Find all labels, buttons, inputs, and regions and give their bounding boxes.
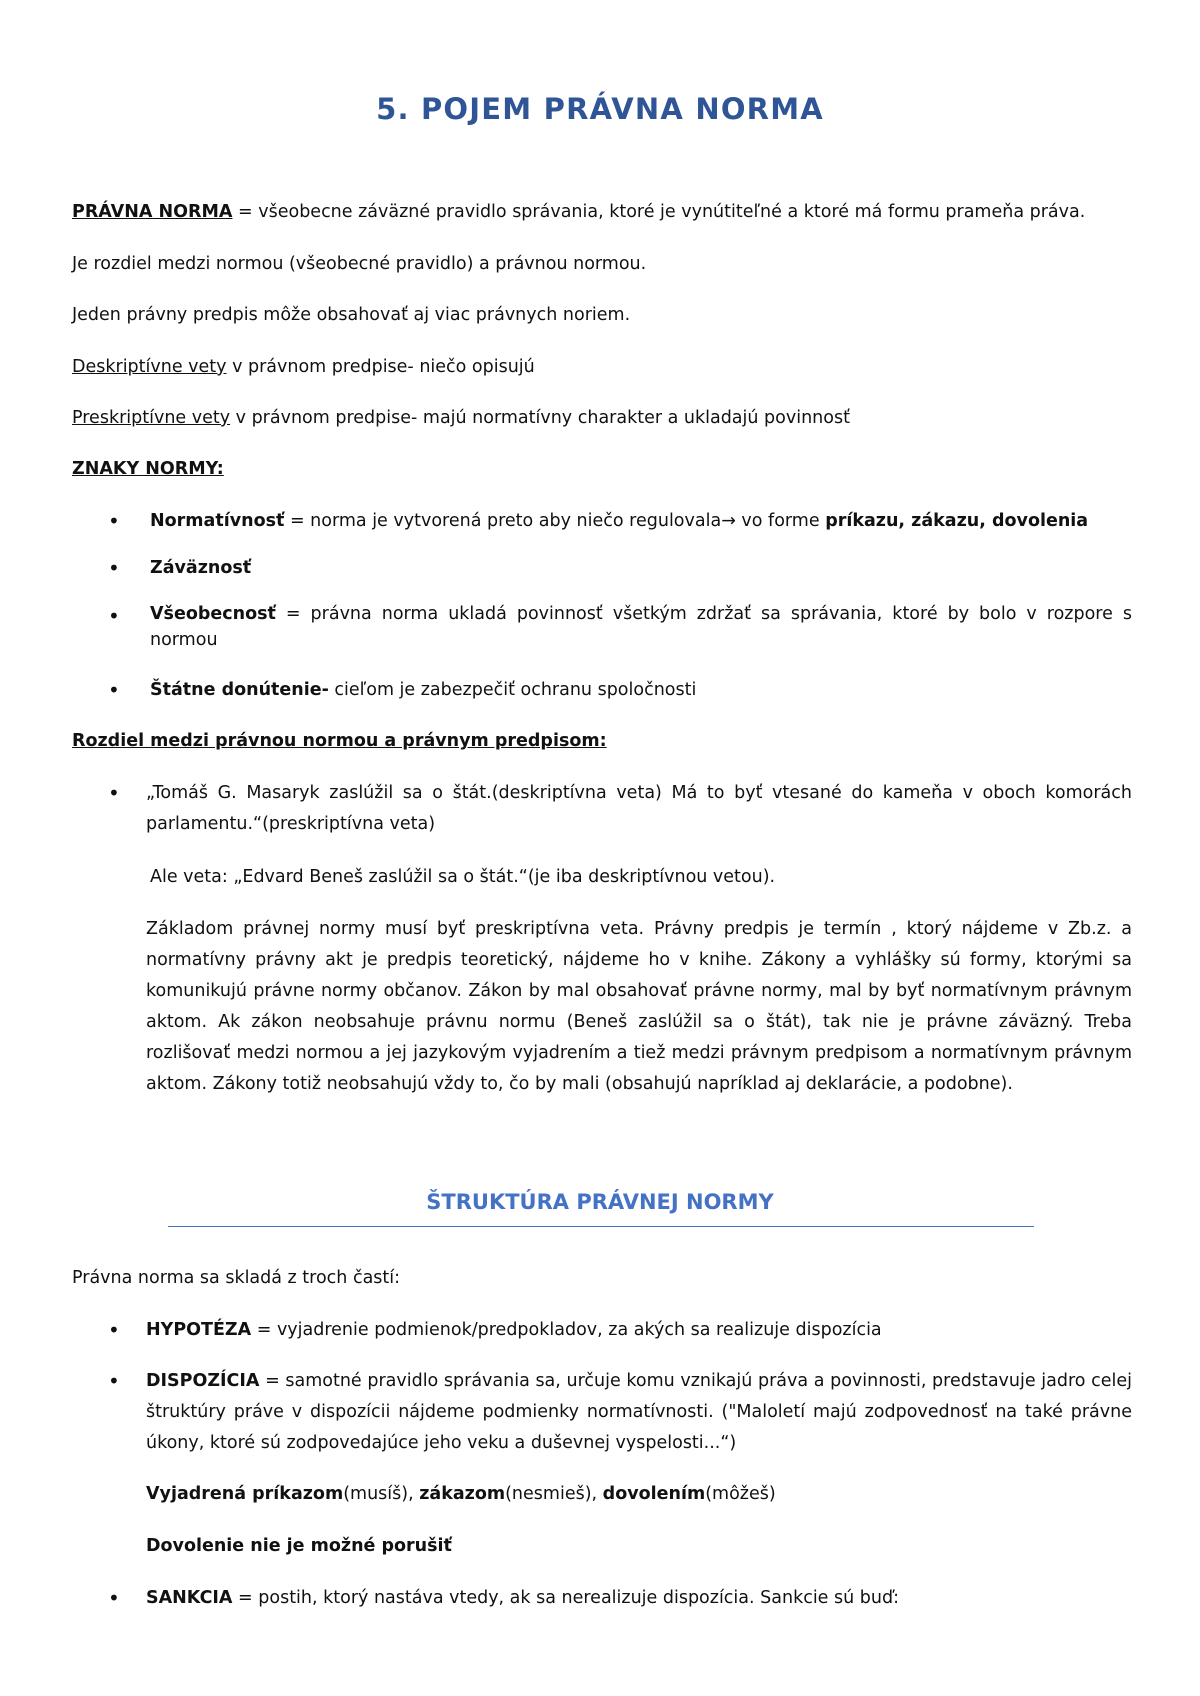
section-heading-signs: ZNAKY NORMY: — [72, 459, 224, 479]
section-heading-difference: Rozdiel medzi právnou normou a právnym predpisom: — [72, 731, 607, 751]
bullet-icon: • — [108, 678, 120, 702]
list-item: Všeobecnosť = právna norma ukladá povinnosť všetkým zdržať sa správania, ktoré by bolo v rozpore s normou — [150, 604, 1132, 650]
bullet-icon: • — [108, 604, 120, 628]
paragraph: Právna norma sa skladá z troch častí: — [72, 1268, 401, 1288]
list-item: HYPOTÉZA = vyjadrenie podmienok/predpokladov, za akých sa realizuje dispozícia — [146, 1320, 882, 1340]
heading-divider — [168, 1226, 1034, 1227]
arrow-icon: → — [721, 511, 736, 531]
bullet-icon: • — [108, 1318, 120, 1342]
list-item: SANKCIA = postih, ktorý nastáva vtedy, ak sa nerealizuje dispozícia. Sankcie sú buď: — [146, 1588, 899, 1608]
definition-paragraph — [72, 197, 1132, 227]
list-item: „Tomáš G. Masaryk zaslúžil sa o štát.(deskriptívna veta) Má to byť vtesané do kameňa v oboch komorách parlamentu.“(preskriptívna veta) — [146, 783, 1132, 834]
definition-text: = všeobecne záväzné pravidlo správania, ktoré je vynútiteľné a ktoré má formu prameňa práva. — [232, 202, 1086, 222]
prescriptive-text: v právnom predpise- majú normatívny charakter a ukladajú povinnosť — [230, 408, 850, 428]
bullet-icon: • — [108, 556, 120, 580]
bullet-icon: • — [108, 1369, 120, 1393]
bullet-icon: • — [108, 1586, 120, 1610]
paragraph: Jeden právny predpis môže obsahovať aj viac právnych noriem. — [72, 305, 631, 325]
paragraph: Dovolenie nie je možné porušiť — [146, 1536, 452, 1556]
list-item: Štátne donútenie- cieľom je zabezpečiť ochranu spoločnosti — [150, 680, 697, 700]
bullet-icon: • — [108, 781, 120, 805]
definition-term: PRÁVNA NORMA — [72, 202, 233, 222]
list-item: Normatívnosť = norma je vytvorená preto aby niečo regulovala→ vo forme príkazu, zákazu, dovolenia — [150, 511, 1089, 531]
paragraph: Základom právnej normy musí byť preskriptívna veta. Právny predpis je termín , ktorý nájdeme v Zb.z. a normatívny právny akt je predpis teoretický, nájdeme ho v knihe. Zákony a vyhlášky sú formy, ktorými sa komunikujú právne normy občanov. Zákon by mal obsahovať právne normy, mal by byť normatívnym právnym aktom. Ak zákon neobsahuje právnu normu (Beneš zaslúžil sa o štát), tak nie je právne záväzný. Treba rozlišovať medzi normou a jej jazykovým vyjadrením a tiež medzi právnym predpisom a normatívnym právnym aktom. Zákony totiž neobsahujú vždy to, čo by mali (obsahujú napríklad aj deklarácie, a podobne). — [146, 919, 1132, 1094]
paragraph: Vyjadrená príkazom(musíš), zákazom(nesmieš), dovolením(môžeš) — [146, 1484, 776, 1504]
descriptive-term: Deskriptívne vety — [72, 357, 227, 377]
list-item: DISPOZÍCIA = samotné pravidlo správania sa, určuje komu vznikajú práva a povinnosti, predstavuje jadro celej štruktúry práve v dispozícii nájdeme podmienky normatívnosti. ("Maloletí majú zodpovednosť na také právne úkony, ktoré sú zodpovedajúce jeho veku a duševnej vyspelosti...“) — [146, 1371, 1132, 1453]
prescriptive-term: Preskriptívne vety — [72, 408, 231, 428]
prescriptive-sentence-paragraph — [72, 403, 1132, 433]
paragraph: Ale veta: „Edvard Beneš zaslúžil sa o štát.“(je iba deskriptívnou vetou). — [150, 867, 776, 887]
bullet-icon: • — [108, 509, 120, 533]
section-heading-structure: ŠTRUKTÚRA PRÁVNEJ NORMY — [426, 1190, 774, 1214]
descriptive-text: v právnom predpise- niečo opisujú — [226, 357, 535, 377]
page-title: 5. POJEM PRÁVNA NORMA — [376, 92, 824, 126]
list-item: Záväznosť — [150, 558, 252, 578]
descriptive-sentence-paragraph — [72, 352, 1132, 382]
paragraph: Je rozdiel medzi normou (všeobecné pravidlo) a právnou normou. — [72, 254, 647, 274]
